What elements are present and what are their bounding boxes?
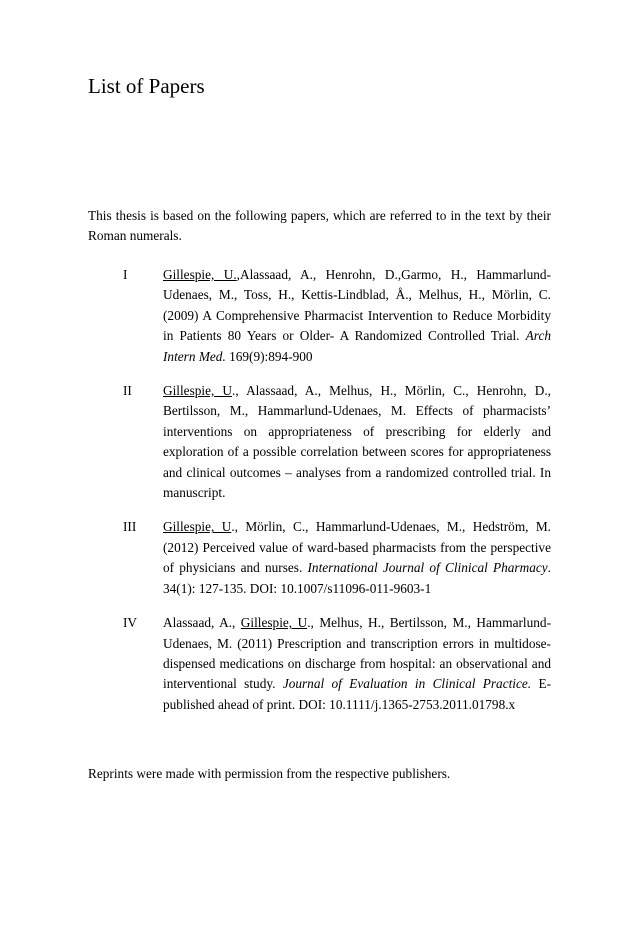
- citation-text: ., Melhus, H., Bertilsson, M., Hammarlund-Udenaes, M. (2011) Prescription and transcription errors in multidose-dispensed medications on discharge from hospital: an observational and interventional study.: [163, 615, 551, 692]
- paper-numeral: I: [123, 267, 128, 282]
- paper-numeral: II: [123, 383, 132, 399]
- paper-citation: [163, 613, 551, 715]
- citation-details: 169(9):894-900: [225, 348, 313, 364]
- underlined-author: Gillespie, U: [163, 519, 232, 535]
- paper-list: [88, 265, 551, 729]
- citation-text: ,Alassaad, A., Henrohn, D.,Garmo, H., Hammarlund-Udenaes, M., Toss, H., Kettis-Lindblad, Å., Melhus, H., Mörlin, C. (2009) A Comprehensive Pharmacist Intervention to Reduce Morbidity in Patients 80 Years or Older- A Randomized Controlled Trial.: [163, 267, 551, 344]
- paper-numeral: III: [123, 519, 137, 535]
- underlined-author: Gillespie, U: [240, 615, 308, 631]
- paper-citation: [163, 265, 551, 367]
- intro-paragraph: This thesis is based on the following papers, which are referred to in the text by their Roman numerals.: [88, 208, 551, 244]
- paper-item: [88, 265, 551, 367]
- citation-text: ., Alassaad, A., Melhus, H., Mörlin, C., Henrohn, D., Bertilsson, M., Hammarlund-Udenaes, M. Effects of pharmacists’ interventions on appropriateness of prescribing for elderly and exploration of a possible correlation between scores for appropriateness and clinical outcomes – analyses from a randomized controlled trial. In manuscript.: [163, 383, 551, 501]
- paper-citation: [163, 517, 551, 599]
- underlined-author: Gillespie, U: [163, 383, 233, 399]
- citation-prefix: Alassaad, A.,: [163, 615, 241, 631]
- journal-name: International Journal of Clinical Pharmacy: [307, 560, 548, 576]
- page-title: List of Papers: [88, 74, 205, 98]
- paper-citation: [163, 381, 551, 503]
- paper-item: [88, 517, 551, 599]
- paper-item: [88, 381, 551, 503]
- citation-details: E-published ahead of print. DOI: 10.1111/j.1365-2753.2011.01798.x: [163, 676, 552, 712]
- paper-numeral: IV: [123, 615, 138, 631]
- citation-details: . 34(1): 127-135. DOI: 10.1007/s11096-011-9603-1: [163, 560, 551, 596]
- journal-name: Journal of Evaluation in Clinical Practice.: [282, 676, 532, 692]
- underlined-author: Gillespie, U.: [163, 267, 237, 282]
- paper-item: [88, 613, 551, 715]
- reprints-note: Reprints were made with permission from the respective publishers.: [88, 766, 451, 781]
- journal-name: Arch Intern Med.: [163, 328, 551, 364]
- citation-text: ., Mörlin, C., Hammarlund-Udenaes, M., Hedström, M. (2012) Perceived value of ward-based pharmacists from the perspective of physicians and nurses.: [163, 519, 552, 576]
